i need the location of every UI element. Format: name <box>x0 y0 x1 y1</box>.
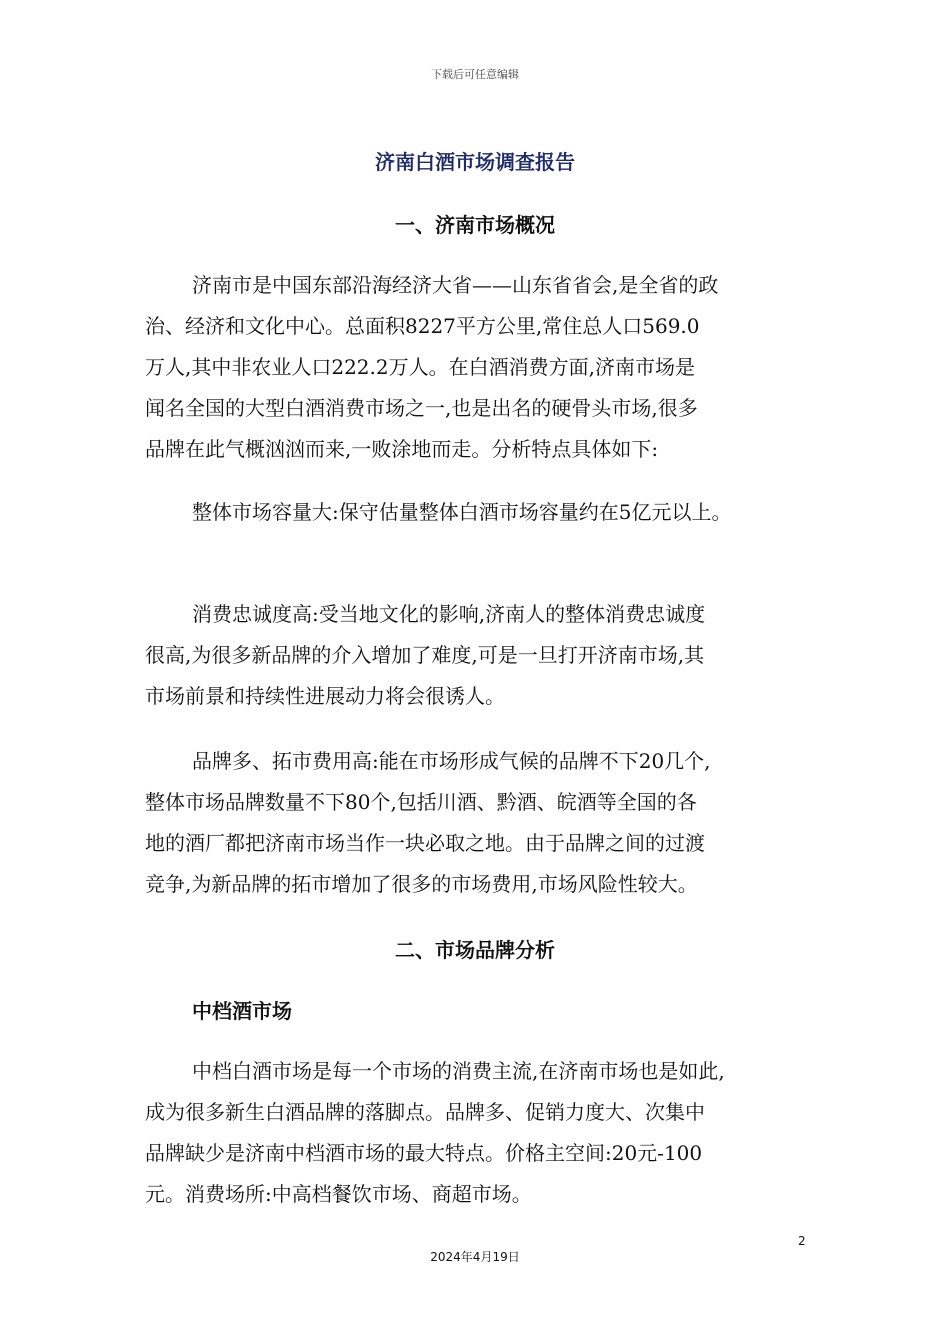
header-note: 下载后可任意编辑 <box>431 68 519 81</box>
paragraph-market-capacity: 整体市场容量大:保守估量整体白酒市场容量约在5亿元以上。 <box>192 500 732 524</box>
section-heading-brand-analysis: 二、市场品牌分析 <box>395 938 555 962</box>
footer-date: 2024年4月19日 <box>430 1250 520 1264</box>
paragraph-consumer-loyalty: 消费忠诚度高:受当地文化的影响,济南人的整体消费忠诚度 很高,为很多新品牌的介入增加了难度,可是一旦打开济南市场,其 市场前景和持续性进展动力将会很诱人。 <box>145 602 706 708</box>
paragraph-mid-range-market: 中档白酒市场是每一个市场的消费主流,在济南市场也是如此, 成为很多新生白酒品牌的落脚点。品牌多、促销力度大、次集中 品牌缺少是济南中档酒市场的最大特点。价格主空间:20元-100 元。消费场所:中高档餐饮市场、商超市场。 <box>145 1059 725 1206</box>
subheading-mid-range: 中档酒市场 <box>192 999 292 1023</box>
section-heading-overview: 一、济南市场概况 <box>395 213 555 237</box>
document-title: 济南白酒市场调查报告 <box>375 150 575 174</box>
paragraph-overview: 济南市是中国东部沿海经济大省——山东省省会,是全省的政 治、经济和文化中心。总面积8227平方公里,常住总人口569.0 万人,其中非农业人口222.2万人。在白酒消费方面,济南市场是 闻名全国的大型白酒消费市场之一,也是出名的硬骨头市场,很多 品牌在此气概汹汹而来,一败涂地而走。分析特点具体如下: <box>145 273 719 461</box>
paragraph-brands-cost: 品牌多、拓市费用高:能在市场形成气候的品牌不下20几个, 整体市场品牌数量不下80个,包括川酒、黔酒、皖酒等全国的各 地的酒厂都把济南市场当作一块必取之地。由于品牌之间的过渡 竞争,为新品牌的拓市增加了很多的市场费用,市场风险性较大。 <box>145 749 711 896</box>
page-number: 2 <box>798 1234 806 1248</box>
